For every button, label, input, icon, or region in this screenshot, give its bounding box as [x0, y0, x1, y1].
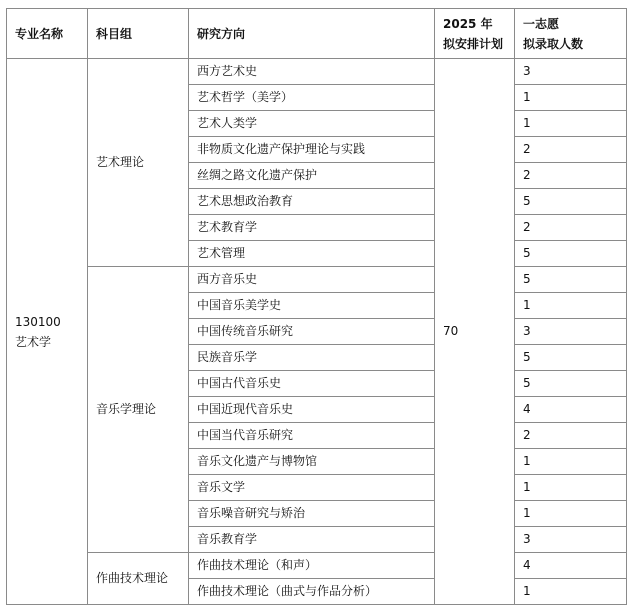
direction-cell: 中国近现代音乐史 — [189, 397, 435, 423]
admit-count-cell: 2 — [515, 215, 627, 241]
major-name: 艺术学 — [15, 334, 52, 349]
table-row — [7, 59, 627, 85]
direction-cell: 作曲技术理论（和声） — [189, 553, 435, 579]
direction-cell: 作曲技术理论（曲式与作品分析） — [189, 579, 435, 605]
plan-total-cell: 70 — [435, 59, 515, 605]
direction-cell: 艺术管理 — [189, 241, 435, 267]
header-plan-line1: 2025 年 — [443, 16, 493, 31]
header-plan — [435, 9, 515, 59]
admit-count-cell: 3 — [515, 59, 627, 85]
direction-cell: 中国传统音乐研究 — [189, 319, 435, 345]
direction-cell: 中国当代音乐研究 — [189, 423, 435, 449]
subject-group-cell: 作曲技术理论 — [88, 553, 189, 605]
direction-cell: 艺术人类学 — [189, 111, 435, 137]
direction-cell: 艺术哲学（美学） — [189, 85, 435, 111]
direction-cell: 艺术教育学 — [189, 215, 435, 241]
admit-count-cell: 2 — [515, 163, 627, 189]
direction-cell: 中国古代音乐史 — [189, 371, 435, 397]
direction-cell: 音乐文学 — [189, 475, 435, 501]
table-row — [7, 267, 627, 293]
major-code: 130100 — [15, 314, 61, 329]
admit-count-cell: 1 — [515, 85, 627, 111]
direction-cell: 音乐文化遗产与博物馆 — [189, 449, 435, 475]
admit-count-cell: 1 — [515, 475, 627, 501]
admit-count-cell: 4 — [515, 397, 627, 423]
admit-count-cell: 1 — [515, 293, 627, 319]
admit-count-cell: 1 — [515, 501, 627, 527]
admit-count-cell: 3 — [515, 319, 627, 345]
header-direction: 研究方向 — [189, 9, 435, 59]
admit-count-cell: 5 — [515, 267, 627, 293]
admit-count-cell: 1 — [515, 579, 627, 605]
admit-count-cell: 1 — [515, 111, 627, 137]
header-admit-line1: 一志愿 — [523, 16, 560, 31]
direction-cell: 艺术思想政治教育 — [189, 189, 435, 215]
admit-count-cell: 3 — [515, 527, 627, 553]
direction-cell: 西方艺术史 — [189, 59, 435, 85]
direction-cell: 非物质文化遗产保护理论与实践 — [189, 137, 435, 163]
subject-group-cell: 艺术理论 — [88, 59, 189, 267]
admit-count-cell: 5 — [515, 345, 627, 371]
admit-count-cell: 2 — [515, 423, 627, 449]
direction-cell: 音乐噪音研究与矫治 — [189, 501, 435, 527]
direction-cell: 民族音乐学 — [189, 345, 435, 371]
direction-cell: 丝绸之路文化遗产保护 — [189, 163, 435, 189]
header-plan-line2: 拟安排计划 — [443, 36, 504, 51]
admit-count-cell: 1 — [515, 449, 627, 475]
admit-count-cell: 2 — [515, 137, 627, 163]
admission-plan-table — [6, 8, 627, 605]
admit-count-cell: 4 — [515, 553, 627, 579]
admit-count-cell: 5 — [515, 241, 627, 267]
direction-cell: 音乐教育学 — [189, 527, 435, 553]
header-admit-line2: 拟录取人数 — [523, 36, 584, 51]
admit-count-cell: 5 — [515, 189, 627, 215]
direction-cell: 西方音乐史 — [189, 267, 435, 293]
header-major: 专业名称 — [7, 9, 88, 59]
table-row — [7, 553, 627, 579]
table-header-row — [7, 9, 627, 59]
admit-count-cell: 5 — [515, 371, 627, 397]
header-subject-group: 科目组 — [88, 9, 189, 59]
direction-cell: 中国音乐美学史 — [189, 293, 435, 319]
major-cell — [7, 59, 88, 605]
subject-group-cell: 音乐学理论 — [88, 267, 189, 553]
header-admit — [515, 9, 627, 59]
